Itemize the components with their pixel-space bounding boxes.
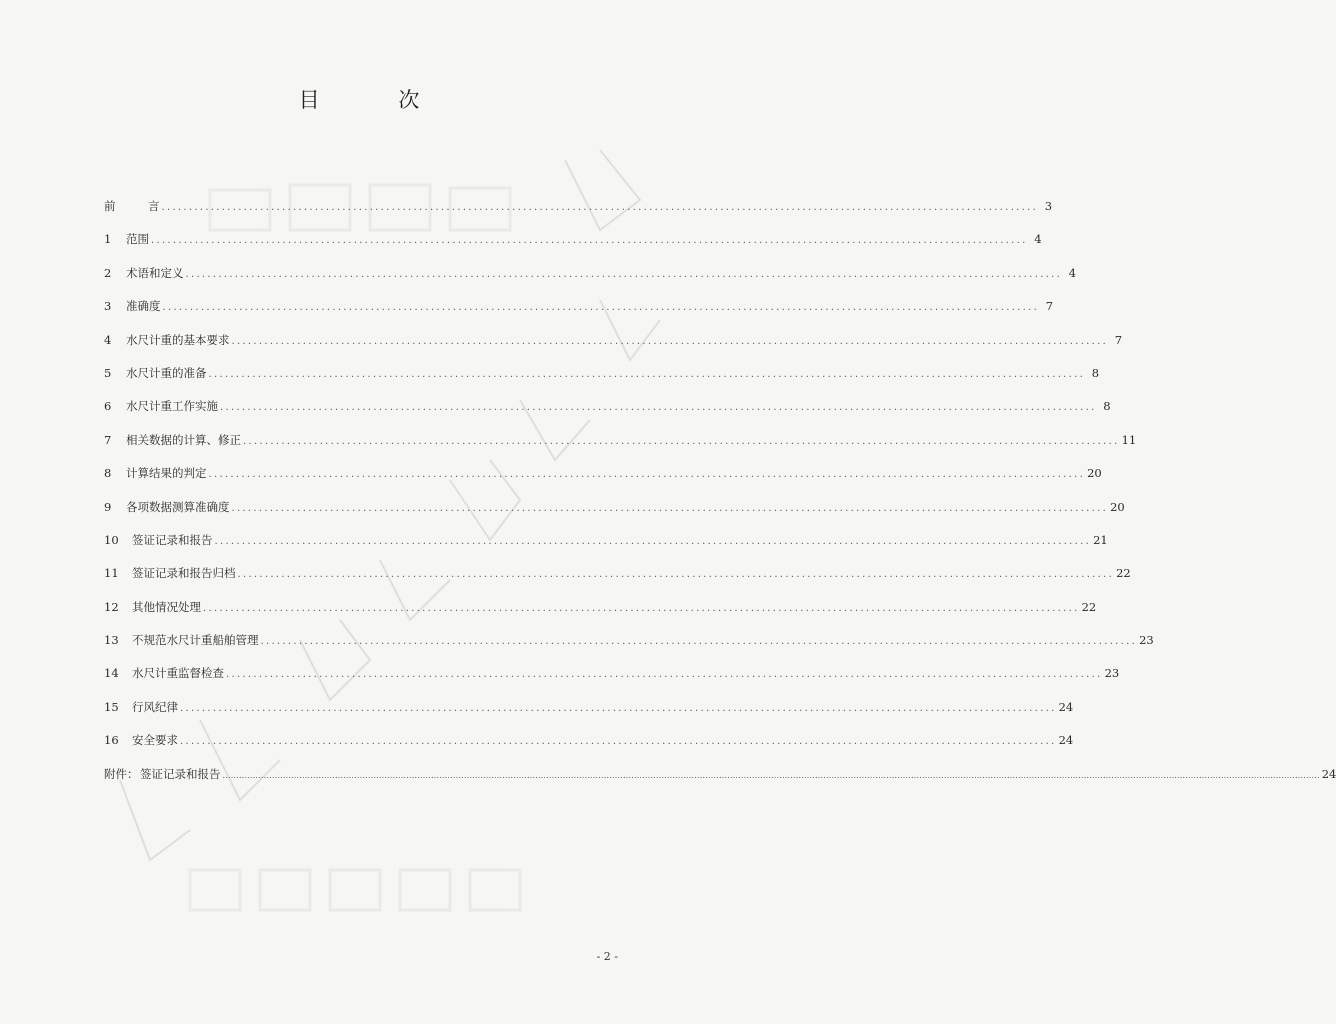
toc-entry-number: 10	[104, 532, 119, 547]
toc-entry[interactable]	[104, 491, 1125, 524]
toc-entry-number: 7	[104, 432, 112, 447]
toc-leader-dots: ................................................................................................................................................................	[208, 469, 1086, 481]
toc-entry-number: 5	[104, 365, 112, 380]
toc-entry-number: 前	[104, 199, 116, 213]
toc-entry[interactable]	[104, 691, 1074, 724]
toc-leader-dots: ................................................................................................................................................................	[231, 502, 1109, 514]
toc-entry[interactable]	[104, 223, 1042, 256]
toc-entry-number: 12	[104, 599, 119, 614]
toc-leader-dots: ................................................................................................................................................................	[185, 268, 1063, 280]
toc-leader-dots: ................................................................................................................................................................	[214, 535, 1092, 547]
toc-entry-label: 行风纪律	[132, 699, 178, 714]
toc-leader-dots: ................................................................................................................................................................	[231, 335, 1109, 347]
toc-entry-number: 附件：	[104, 766, 139, 781]
page-number: - 2 -	[596, 950, 618, 963]
toc-entry[interactable]	[104, 390, 1111, 423]
toc-entry-page: 4	[1068, 265, 1077, 280]
toc-entry-page: 11	[1121, 432, 1137, 447]
toc-entry[interactable]	[104, 624, 1154, 657]
toc-entry-label: 各项数据测算准确度	[126, 499, 230, 514]
toc-entry-page: 7	[1114, 332, 1123, 347]
toc-entry[interactable]	[104, 190, 1053, 223]
toc-entry-page: 8	[1103, 399, 1111, 414]
toc-entry[interactable]	[104, 257, 1077, 290]
toc-entry-page: 20	[1087, 466, 1102, 481]
toc-entry-page: 20	[1110, 499, 1125, 514]
toc-entry-page: 22	[1116, 566, 1131, 581]
toc-entry-page: 24	[1058, 733, 1074, 748]
toc-entry[interactable]	[104, 591, 1097, 624]
toc-entry[interactable]	[104, 557, 1131, 590]
toc-entry-page: 8	[1091, 365, 1100, 380]
toc-leader-dots: ................................................................................................................................................................................................................................................................................................................................................................................................................	[222, 770, 1320, 780]
toc-entry-label: 签证记录和报告	[132, 532, 213, 547]
toc-entry-number: 15	[104, 699, 119, 714]
toc-entry-label: 言	[148, 199, 160, 213]
toc-entry-label: 计算结果的判定	[126, 466, 207, 481]
toc-entry[interactable]	[104, 357, 1100, 390]
toc-leader-dots: ................................................................................................................................................................	[226, 669, 1103, 681]
toc-entry-number: 6	[104, 399, 112, 414]
toc-entry-label: 签证记录和报告	[140, 766, 221, 781]
toc-leader-dots: ................................................................................................................................................................	[180, 736, 1057, 748]
toc-entry[interactable]	[104, 524, 1108, 557]
toc-entry-label: 准确度	[126, 299, 161, 314]
toc-entry-label: 水尺计重工作实施	[126, 399, 218, 414]
toc-entry-label: 其他情况处理	[132, 599, 201, 614]
toc-entry-page: 21	[1093, 532, 1108, 547]
toc-leader-dots: ................................................................................................................................................................	[162, 302, 1040, 314]
toc-entry-label: 水尺计重的准备	[126, 365, 207, 380]
toc-entry[interactable]	[104, 724, 1074, 757]
toc-leader-dots: ................................................................................................................................................................	[180, 702, 1057, 714]
toc-entry-label: 术语和定义	[126, 265, 184, 280]
toc-entry-page: 4	[1034, 232, 1042, 247]
toc-entry-number: 4	[104, 332, 112, 347]
toc-entry-page: 24	[1321, 766, 1336, 781]
toc-leader-dots: ................................................................................................................................................................	[151, 235, 1028, 247]
toc-entry-label: 范围	[126, 232, 149, 247]
toc-entry-number: 13	[104, 633, 119, 648]
toc-entry-page: 24	[1058, 699, 1074, 714]
toc-entry[interactable]	[104, 657, 1120, 690]
toc-entry[interactable]	[104, 324, 1123, 357]
toc-entry-label: 签证记录和报告归档	[132, 566, 236, 581]
toc-leader-dots: ................................................................................................................................................................	[208, 368, 1086, 380]
toc-entry-number: 11	[104, 566, 119, 581]
toc-entry-number: 8	[104, 466, 112, 481]
toc-leader-dots: ................................................................................................................................................................	[260, 636, 1138, 648]
toc-entry-label: 水尺计重监督检查	[132, 666, 224, 681]
toc-entry-label: 安全要求	[132, 733, 178, 748]
toc-entry[interactable]	[104, 758, 1336, 791]
toc-entry-page: 3	[1044, 199, 1053, 213]
toc-entry-number: 1	[104, 232, 112, 247]
toc-leader-dots: ................................................................................................................................................................	[161, 202, 1039, 213]
toc-leader-dots: ................................................................................................................................................................	[220, 402, 1097, 414]
toc-entry-page: 7	[1045, 299, 1054, 314]
toc-entry[interactable]	[104, 290, 1054, 323]
toc-entry-page: 22	[1081, 599, 1097, 614]
toc-entry-label: 不规范水尺计重船舶管理	[132, 633, 259, 648]
toc-entry-number: 16	[104, 733, 119, 748]
toc-leader-dots: ................................................................................................................................................................	[203, 602, 1080, 614]
toc-leader-dots: ................................................................................................................................................................	[243, 435, 1120, 447]
toc-entry-number: 3	[104, 299, 112, 314]
table-of-contents	[104, 190, 1336, 791]
toc-leader-dots: ................................................................................................................................................................	[237, 569, 1115, 581]
toc-entry-label: 水尺计重的基本要求	[126, 332, 230, 347]
toc-entry-label: 相关数据的计算、修正	[126, 432, 241, 447]
page-title: 目 次	[298, 88, 456, 112]
toc-entry-number: 14	[104, 666, 119, 681]
toc-entry[interactable]	[104, 457, 1102, 490]
toc-entry-number: 2	[104, 265, 112, 280]
toc-entry-page: 23	[1139, 633, 1154, 648]
toc-entry-number: 9	[104, 499, 112, 514]
toc-entry[interactable]	[104, 424, 1137, 457]
toc-entry-page: 23	[1104, 666, 1120, 681]
